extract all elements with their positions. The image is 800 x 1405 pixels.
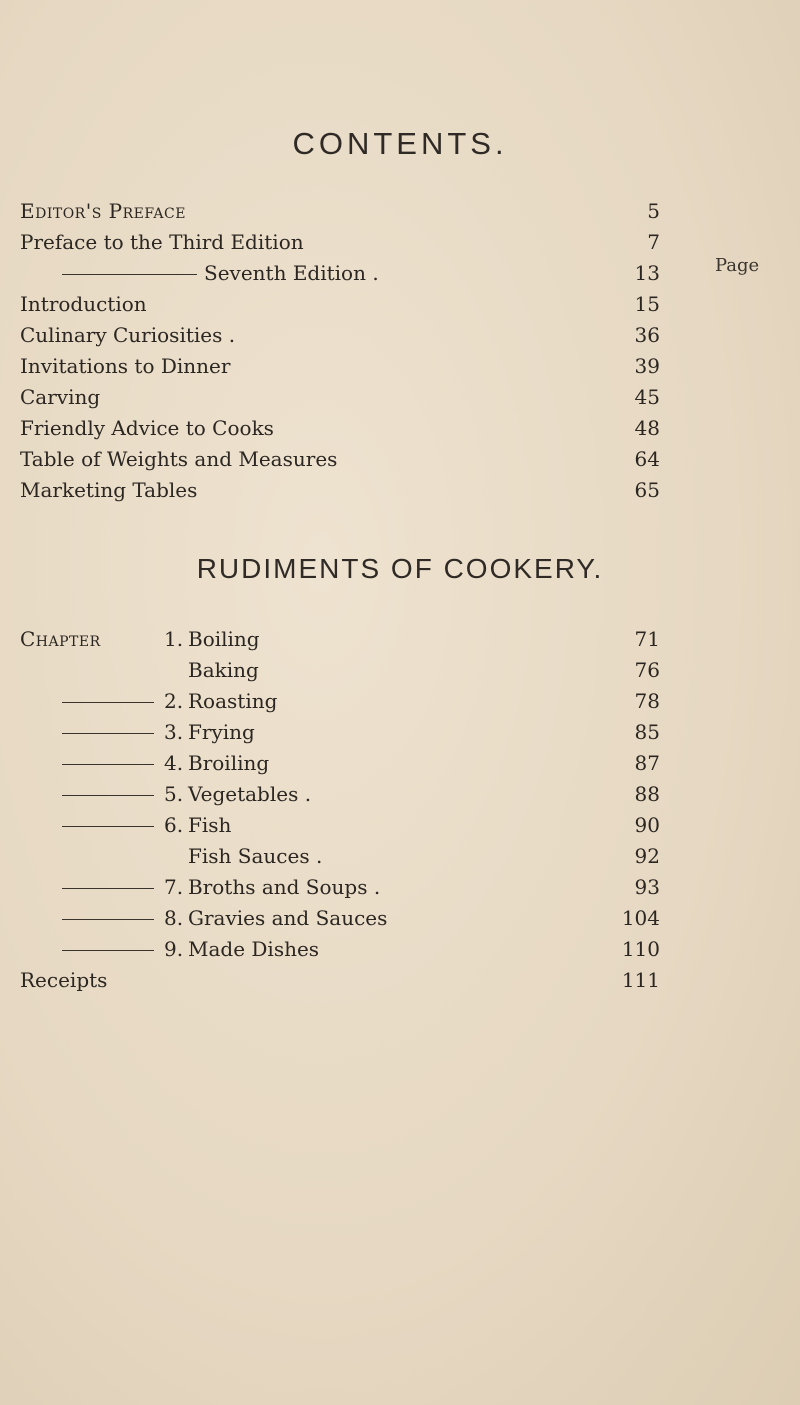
- toc-entry: [0, 320, 800, 350]
- toc-entry: [0, 258, 800, 288]
- toc-entry: [0, 413, 800, 443]
- toc-entry: [0, 475, 800, 505]
- chapter-page: 110: [621, 937, 660, 961]
- toc-entry: [0, 196, 800, 226]
- chapter-label: Chapter: [20, 627, 101, 651]
- chapter-number: 8.: [164, 906, 184, 930]
- chapter-number: 5.: [164, 782, 184, 806]
- toc-entry: [0, 444, 800, 474]
- chapter-page: 87: [634, 751, 660, 775]
- chapter-title: Frying: [188, 720, 255, 744]
- chapter-entry: [0, 779, 800, 809]
- chapter-title: Broiling: [188, 751, 270, 775]
- toc-entry-page: 36: [634, 323, 660, 347]
- ditto-rule: [62, 888, 154, 889]
- chapter-entry: [0, 810, 800, 840]
- toc-entry-page: 15: [634, 292, 660, 316]
- chapter-page: 104: [621, 906, 660, 930]
- chapter-entry: [0, 841, 800, 871]
- chapter-page: 88: [634, 782, 660, 806]
- page-column-heading: Page: [715, 255, 760, 276]
- toc-entry-page: 48: [634, 416, 660, 440]
- chapter-title: Boiling: [188, 627, 260, 651]
- chapter-number: 3.: [164, 720, 184, 744]
- chapter-number: 6.: [164, 813, 184, 837]
- ditto-rule: [62, 919, 154, 920]
- ditto-rule: [62, 764, 154, 765]
- toc-entry-page: 7: [647, 230, 660, 254]
- toc-entry-label: Seventh Edition .: [204, 261, 379, 285]
- toc-entry-label: Culinary Curiosities .: [20, 323, 236, 347]
- toc-entry: [0, 965, 800, 995]
- toc-entry-label: Preface to the Third Edition: [20, 230, 304, 254]
- chapter-entry: [0, 717, 800, 747]
- ditto-rule: [62, 950, 154, 951]
- ditto-rule: [62, 733, 154, 734]
- toc-entry: [0, 351, 800, 381]
- toc-entry-label: Friendly Advice to Cooks: [20, 416, 274, 440]
- ditto-rule: [62, 702, 154, 703]
- toc-entry-label: Receipts: [20, 968, 108, 992]
- chapter-number: 2.: [164, 689, 184, 713]
- ditto-rule: [62, 826, 154, 827]
- chapter-entry: [0, 748, 800, 778]
- chapter-page: 93: [634, 875, 660, 899]
- toc-entry-label: Introduction: [20, 292, 147, 316]
- toc-entry-page: 45: [634, 385, 660, 409]
- toc-entry-label: Editor's Preface: [20, 199, 186, 223]
- chapter-entry: [0, 655, 800, 685]
- chapter-page: 90: [634, 813, 660, 837]
- chapter-entry: [0, 624, 800, 654]
- chapter-page: 71: [634, 627, 660, 651]
- toc-entry-page: 64: [634, 447, 660, 471]
- chapter-page: 76: [634, 658, 660, 682]
- chapter-title: Broths and Soups .: [188, 875, 381, 899]
- chapter-page: 92: [634, 844, 660, 868]
- toc-entry-label: Carving: [20, 385, 101, 409]
- chapter-title: Roasting: [188, 689, 278, 713]
- chapter-title: Made Dishes: [188, 937, 320, 961]
- chapter-number: 9.: [164, 937, 184, 961]
- chapter-number: 7.: [164, 875, 184, 899]
- chapter-title: Fish Sauces .: [188, 844, 323, 868]
- chapter-number: 1.: [164, 627, 184, 651]
- toc-entry-label: Table of Weights and Measures: [20, 447, 338, 471]
- toc-entry-page: 111: [621, 968, 660, 992]
- toc-entry: [0, 289, 800, 319]
- toc-entry-label: Invitations to Dinner: [20, 354, 231, 378]
- toc-entry-page: 5: [647, 199, 660, 223]
- toc-entry: [0, 382, 800, 412]
- toc-entry-page: 39: [634, 354, 660, 378]
- chapter-entry: [0, 934, 800, 964]
- ditto-rule: [62, 795, 154, 796]
- toc-entry-page: 65: [634, 478, 660, 502]
- section-heading: RUDIMENTS OF COOKERY.: [196, 553, 604, 584]
- toc-entry-page: 13: [634, 261, 660, 285]
- chapter-entry: [0, 686, 800, 716]
- chapter-title: Fish: [188, 813, 232, 837]
- page-title: CONTENTS.: [292, 126, 508, 161]
- toc-entry: [0, 227, 800, 257]
- chapter-page: 78: [634, 689, 660, 713]
- chapter-title: Gravies and Sauces: [188, 906, 388, 930]
- chapter-number: 4.: [164, 751, 184, 775]
- chapter-entry: [0, 903, 800, 933]
- chapter-page: 85: [634, 720, 660, 744]
- chapter-entry: [0, 872, 800, 902]
- toc-entry-label: Marketing Tables: [20, 478, 198, 502]
- ditto-rule: [62, 274, 197, 275]
- chapter-title: Baking: [188, 658, 259, 682]
- chapter-title: Vegetables .: [188, 782, 312, 806]
